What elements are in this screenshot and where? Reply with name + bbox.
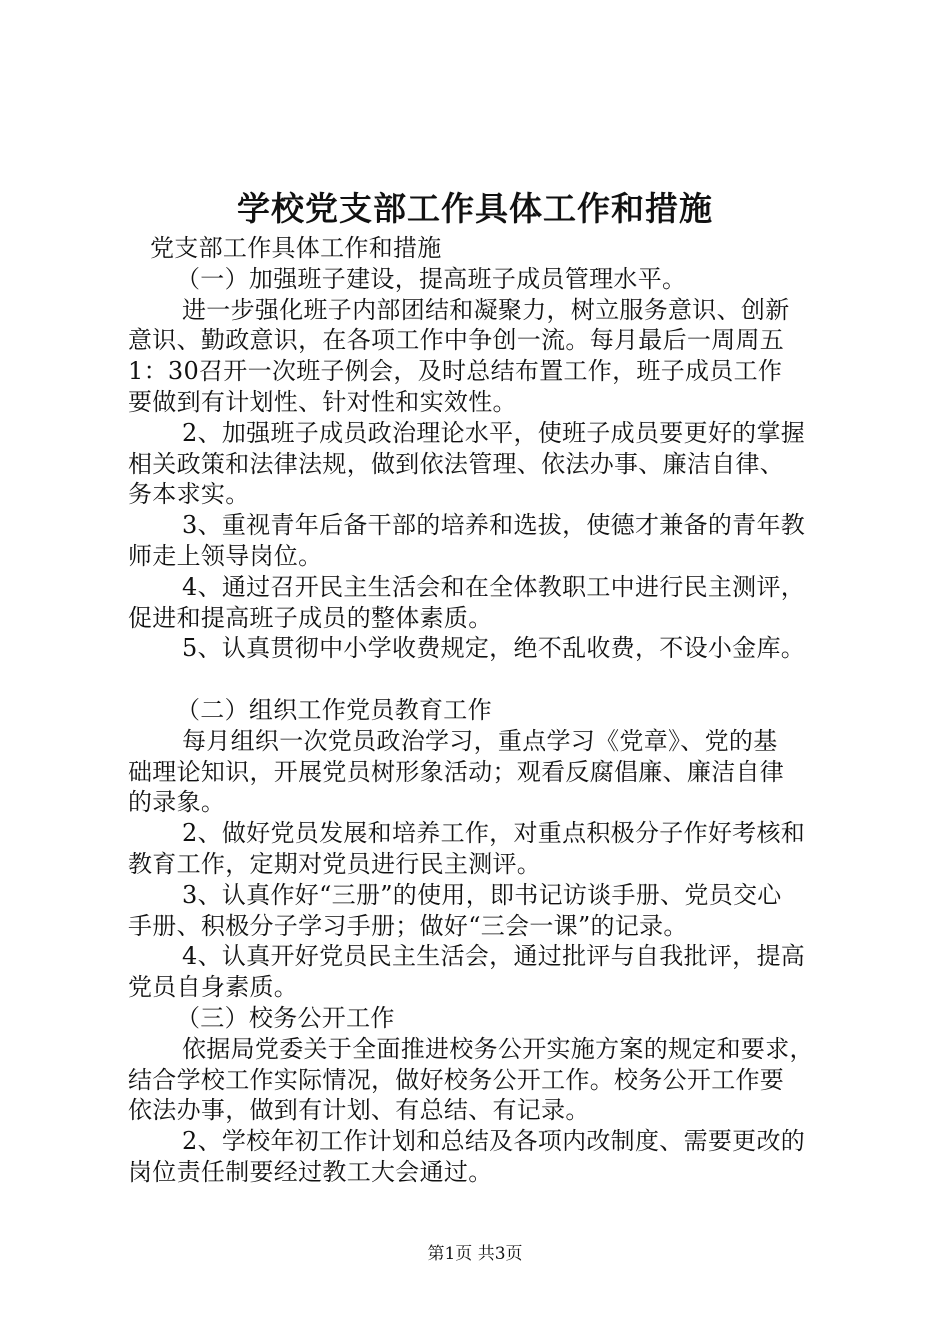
paragraph-line: 2、加强班子成员政治理论水平，使班子成员要更好的掌握 [182,418,806,447]
paragraph-line: 务本求实。 [128,480,250,509]
paragraph-line: 进一步强化班子内部团结和凝聚力，树立服务意识、创新 [182,295,790,324]
paragraph-line: 相关政策和法律法规，做到依法管理、依法办事、廉洁自律、 [128,449,785,478]
paragraph-line: 促进和提高班子成员的整体素质。 [128,603,493,632]
paragraph-line: 意识、勤政意识，在各项工作中争创一流。每月最后一周周五 [128,326,785,355]
paragraph-line: 教育工作，定期对党员进行民主测评。 [128,849,542,878]
paragraph-line: 的录象。 [128,788,226,817]
paragraph-line: 岗位责任制要经过教工大会通过。 [128,1157,493,1186]
paragraph-line: 2、学校年初工作计划和总结及各项内改制度、需要更改的 [182,1127,806,1156]
paragraph-line: 依法办事，做到有计划、有总结、有记录。 [128,1096,590,1125]
paragraph-line: 2、做好党员发展和培养工作，对重点积极分子作好考核和 [182,819,806,848]
paragraph-line: 结合学校工作实际情况，做好校务公开工作。校务公开工作要 [128,1065,785,1094]
paragraph-line: 础理论知识，开展党员树形象活动；观看反腐倡廉、廉洁自律 [128,757,785,786]
paragraph-line: 3、认真作好“三册”的使用，即书记访谈手册、党员交心 [182,880,782,909]
blank-line [128,664,840,695]
paragraph-line: 5、认真贯彻中小学收费规定，绝不乱收费，不设小金库。 [182,634,806,663]
page-number-footer: 第1页 共3页 [427,1244,523,1264]
document-title: 学校党支部工作具体工作和措施 [237,189,713,228]
paragraph-line: 要做到有计划性、针对性和实效性。 [128,387,517,416]
paragraph-line: 每月组织一次党员政治学习，重点学习《党章》、党的基 [182,726,778,755]
section-intro: 党支部工作具体工作和措施 [150,234,442,262]
paragraph-line: 手册、积极分子学习手册；做好“三会一课”的记录。 [128,911,688,940]
section-heading-1: （一）加强班子建设，提高班子成员管理水平。 [176,264,687,293]
paragraph-line: 依据局党委关于全面推进校务公开实施方案的规定和要求， [182,1034,814,1063]
paragraph-line: 师走上领导岗位。 [128,541,323,570]
section-heading-3: （三）校务公开工作 [176,1003,395,1032]
document-body [128,233,840,1188]
paragraph-line: 1：30召开一次班子例会，及时总结布置工作，班子成员工作 [128,357,783,386]
paragraph-line: 4、认真开好党员民主生活会，通过批评与自我批评，提高 [182,942,806,971]
paragraph-line: 3、重视青年后备干部的培养和选拔，使德才兼备的青年教 [182,511,806,540]
section-heading-2: （二）组织工作党员教育工作 [176,695,492,724]
paragraph-line: 党员自身素质。 [128,973,299,1002]
paragraph-line: 4、通过召开民主生活会和在全体教职工中进行民主测评， [182,572,806,601]
